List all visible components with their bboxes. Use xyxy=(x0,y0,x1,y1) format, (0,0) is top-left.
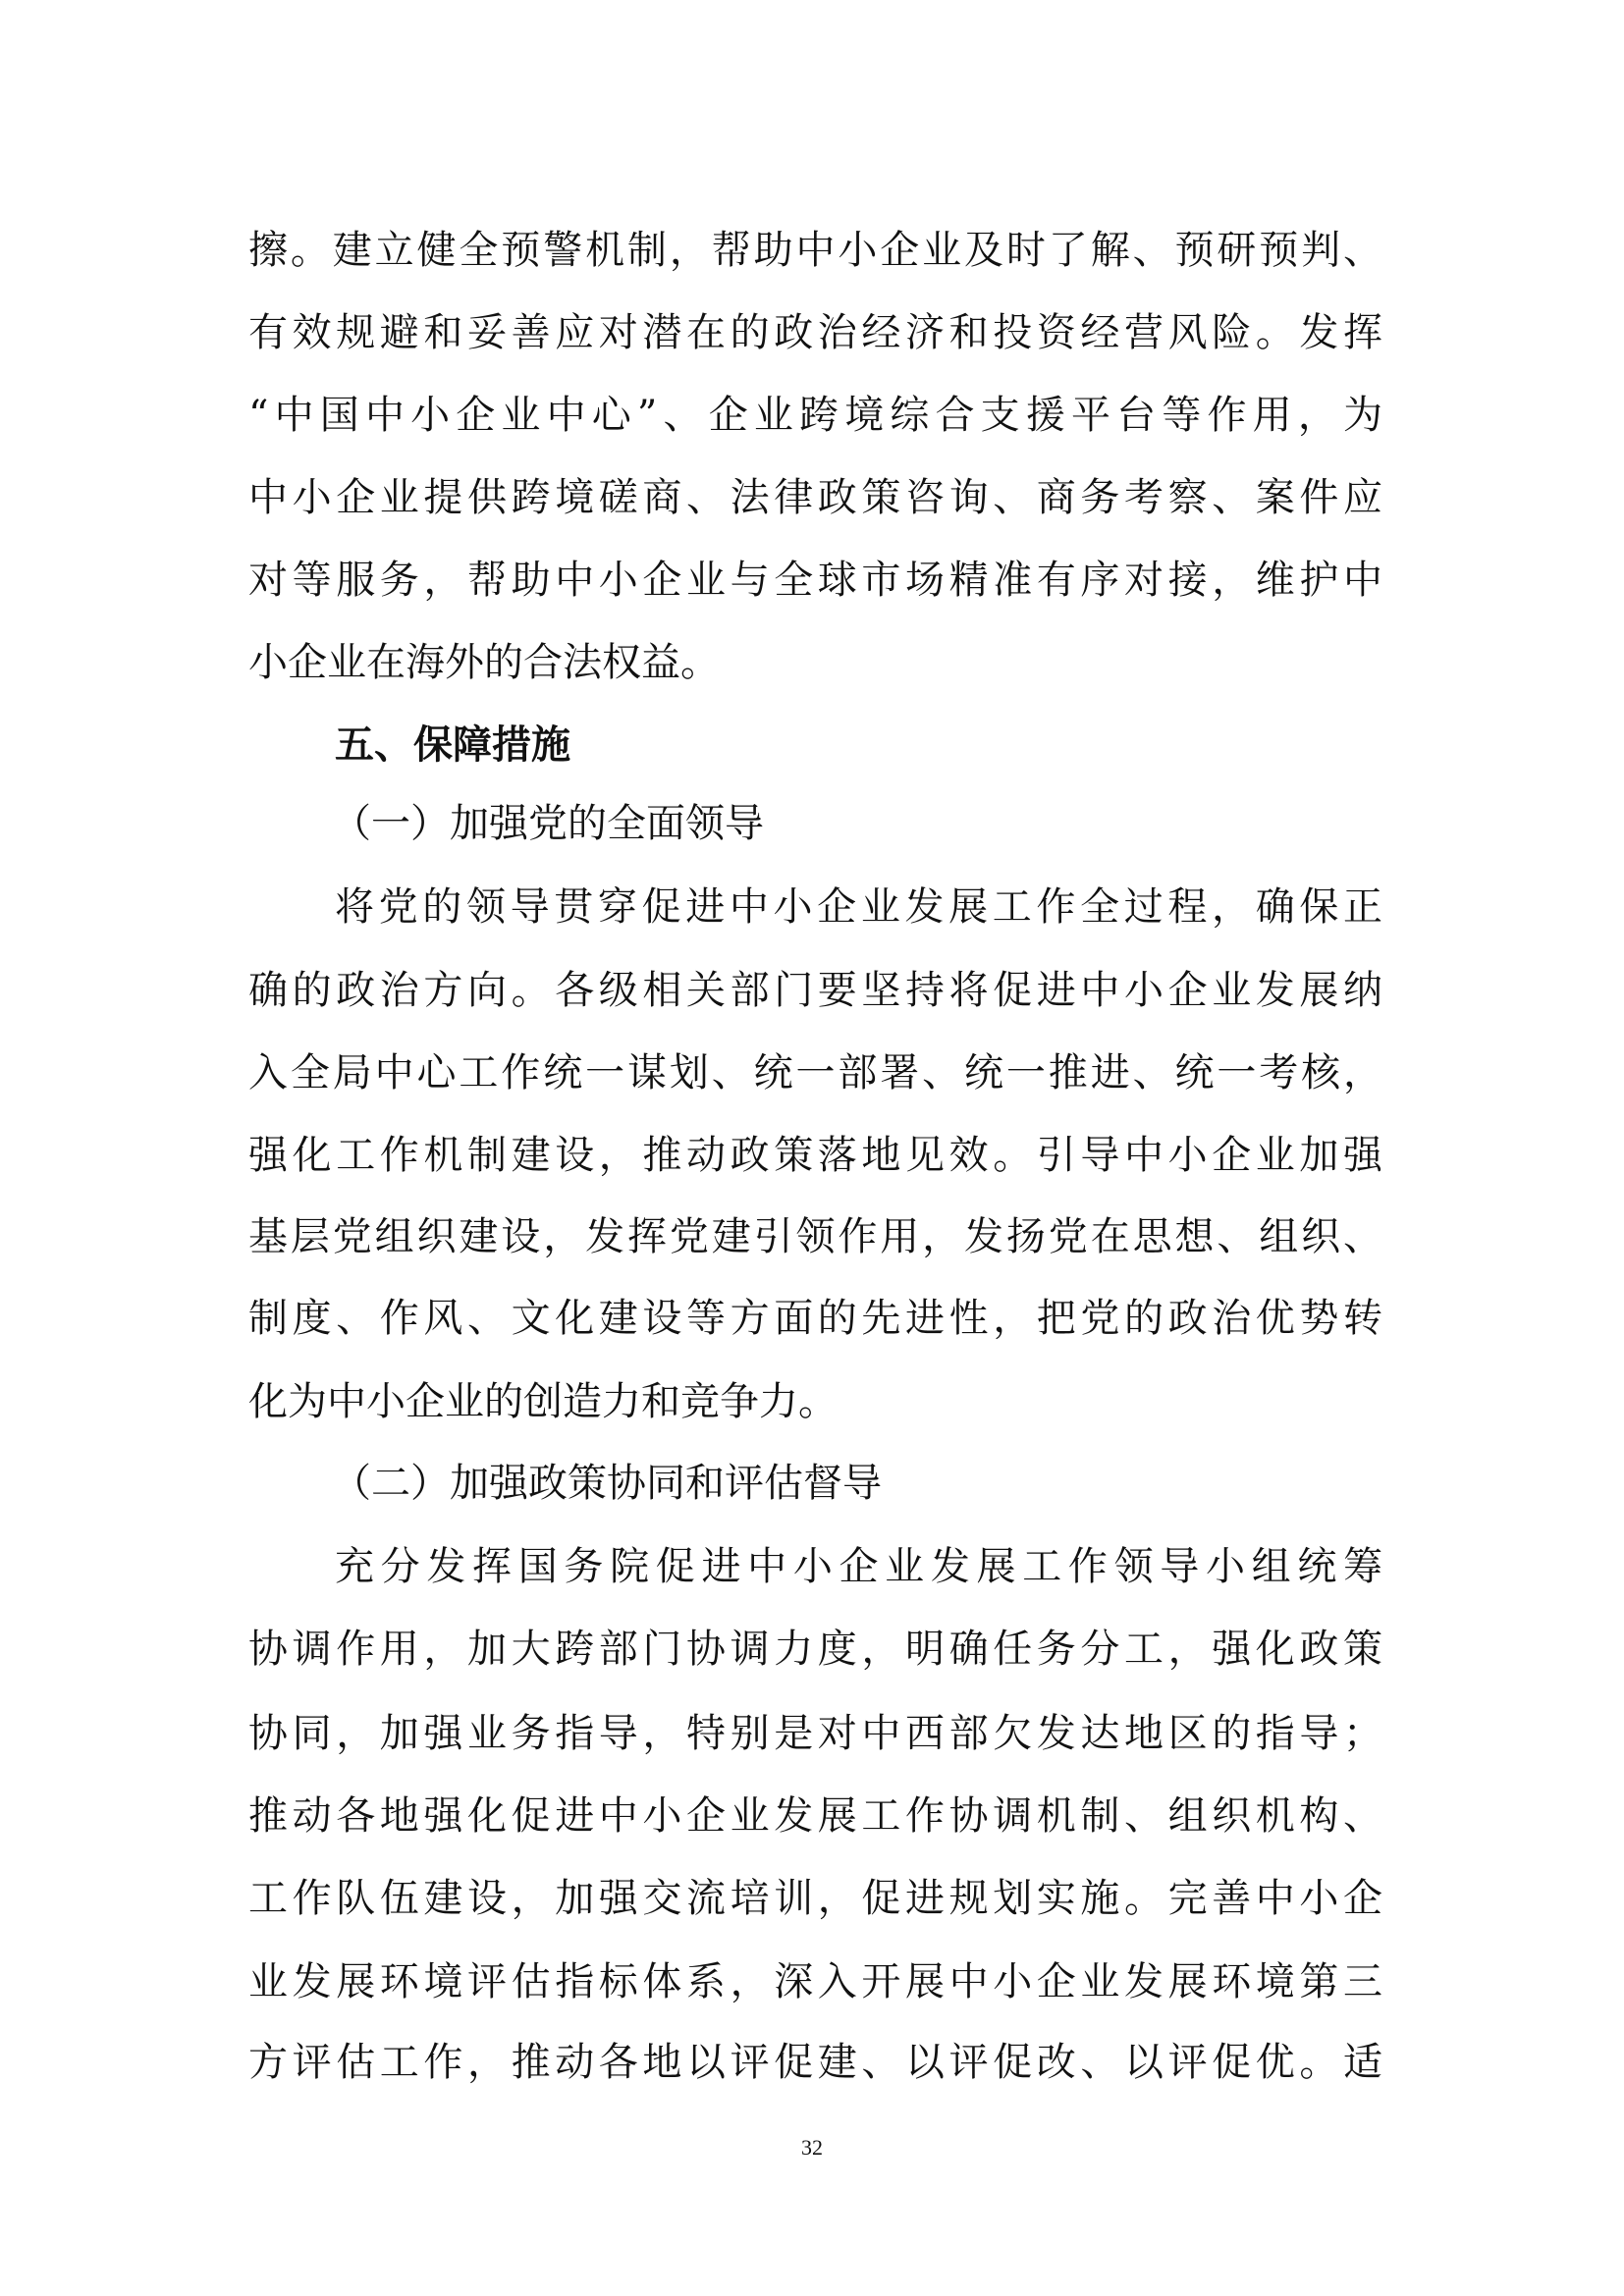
paragraph-line: 业发展环境评估指标体系，深入开展中小企业发展环境第三 xyxy=(248,1959,1382,2004)
paragraph-line: 将党的领导贯穿促进中小企业发展工作全过程，确保正 xyxy=(335,884,1382,930)
paragraph-line: 入全局中心工作统一谋划、统一部署、统一推进、统一考核， xyxy=(248,1050,1382,1095)
subsection-heading: （二）加强政策协同和评估督导 xyxy=(332,1461,882,1506)
paragraph-line: 基层党组织建设，发挥党建引领作用，发扬党在思想、组织、 xyxy=(248,1214,1382,1259)
paragraph-line: 推动各地强化促进中小企业发展工作协调机制、组织机构、 xyxy=(248,1793,1382,1839)
paragraph-line: 对等服务，帮助中小企业与全球市场精准有序对接，维护中 xyxy=(248,558,1382,603)
paragraph-line: 方评估工作，推动各地以评促建、以评促改、以评促优。适 xyxy=(248,2040,1382,2085)
page-number: 32 xyxy=(801,2135,823,2160)
paragraph-line: “中国中小企业中心”、企业跨境综合支援平台等作用，为 xyxy=(248,393,1382,438)
paragraph-line: 工作队伍建设，加强交流培训，促进规划实施。完善中小企 xyxy=(248,1876,1382,1921)
paragraph-line: 确的政治方向。各级相关部门要坚持将促进中小企业发展纳 xyxy=(248,968,1382,1013)
paragraph-line: 协调作用，加大跨部门协调力度，明确任务分工，强化政策 xyxy=(248,1627,1382,1672)
paragraph-line: 擦。建立健全预警机制，帮助中小企业及时了解、预研预判、 xyxy=(248,228,1382,273)
paragraph-line: 化为中小企业的创造力和竞争力。 xyxy=(248,1379,838,1424)
section-heading: 五、保障措施 xyxy=(335,722,570,768)
paragraph-line: 小企业在海外的合法权益。 xyxy=(248,640,720,685)
paragraph-line: 协同，加强业务指导，特别是对中西部欠发达地区的指导； xyxy=(248,1711,1382,1756)
paragraph-line: 制度、作风、文化建设等方面的先进性，把党的政治优势转 xyxy=(248,1296,1382,1341)
subsection-heading: （一）加强党的全面领导 xyxy=(332,801,764,846)
paragraph-line: 充分发挥国务院促进中小企业发展工作领导小组统筹 xyxy=(335,1544,1382,1589)
paragraph-line: 有效规避和妥善应对潜在的政治经济和投资经营风险。发挥 xyxy=(248,310,1382,355)
paragraph-line: 强化工作机制建设，推动政策落地见效。引导中小企业加强 xyxy=(248,1133,1382,1178)
paragraph-line: 中小企业提供跨境磋商、法律政策咨询、商务考察、案件应 xyxy=(248,475,1382,520)
